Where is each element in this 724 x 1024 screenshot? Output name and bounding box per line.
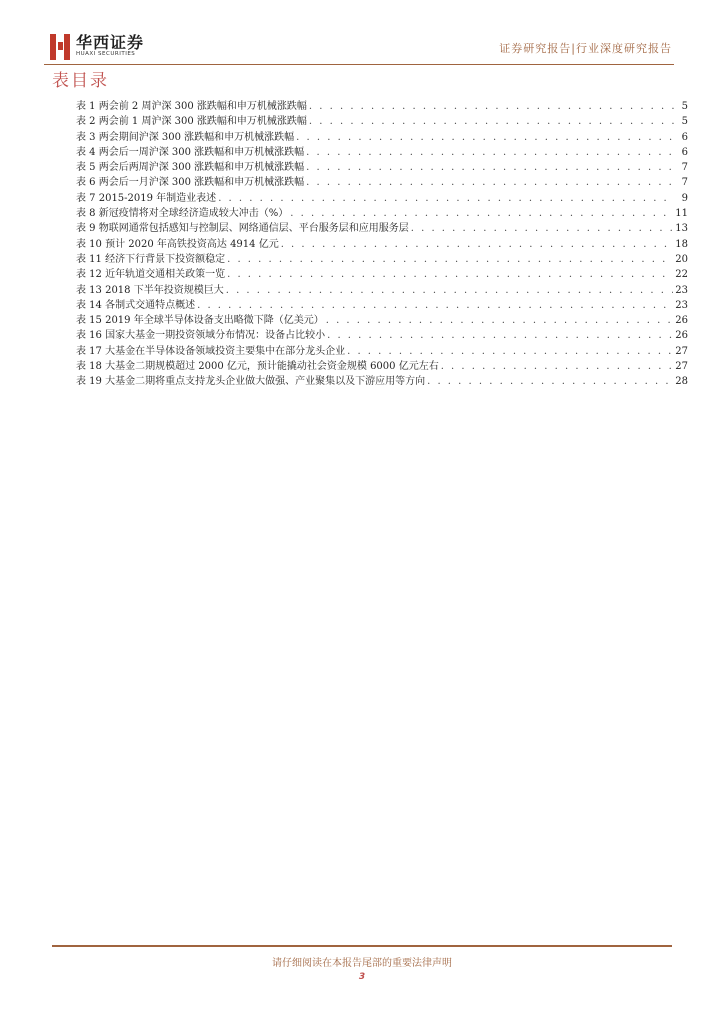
toc-entry-label: 表 12 近年轨道交通相关政策一览 [76,269,226,281]
toc-entry-page: 27 [675,345,688,357]
toc-leader-dots [327,328,673,343]
section-title: 表目录 [52,71,109,91]
toc-entry-label: 表 18 大基金二期规模超过 2000 亿元，预计能撬动社会资金规模 6000 亿元左右 [76,361,439,373]
toc-entry[interactable] [76,160,688,175]
toc-entry-label: 表 8 新冠疫情将对全球经济造成较大冲击（%） [76,208,289,220]
toc-leader-dots [227,267,673,282]
toc-entry-page: 11 [675,208,688,220]
toc-entry-page: 26 [675,315,688,327]
report-type-label: 证券研究报告|行业深度研究报告 [499,42,672,55]
toc-entry-page: 9 [681,192,688,204]
toc-entry-label: 表 2 两会前 1 周沪深 300 涨跌幅和申万机械涨跌幅 [76,116,307,128]
toc-entry[interactable] [76,267,688,282]
toc-entry-page: 5 [681,101,688,112]
toc-entry-page: 27 [675,361,688,373]
huaxi-logo-icon [50,32,70,62]
toc-entry-label: 表 3 两会期间沪深 300 涨跌幅和申万机械涨跌幅 [76,131,295,143]
toc-leader-dots [226,283,674,298]
toc-entry[interactable] [76,99,688,114]
legal-notice: 请仔细阅读在本报告尾部的重要法律声明 [272,958,452,969]
toc-entry-page: 5 [681,116,688,128]
toc-entry[interactable] [76,175,688,190]
toc-entry-page: 28 [675,376,688,388]
toc-entry-label: 表 7 2015-2019 年制造业表述 [76,192,217,204]
toc-entry-page: 6 [681,131,688,143]
page-header [44,28,680,68]
toc-entry-label: 表 13 2018 下半年投资规模巨大 [76,284,224,296]
toc-leader-dots [326,313,674,328]
toc-entry[interactable] [76,237,688,252]
toc-leader-dots [347,344,673,359]
toc-entry-label: 表 11 经济下行背景下投资额稳定 [76,253,226,265]
toc-leader-dots [290,206,673,221]
toc-leader-dots [281,237,674,252]
toc-entry-page: 20 [675,253,688,265]
toc-entry-page: 7 [681,162,688,174]
toc-leader-dots [218,191,674,206]
toc-entry-label: 表 16 国家大基金一期投资领域分布情况：设备占比较小 [76,330,326,342]
toc-entry[interactable] [76,130,688,145]
toc-entry-page: 26 [675,330,688,342]
toc-entry-label: 表 6 两会后一月沪深 300 涨跌幅和申万机械涨跌幅 [76,177,305,189]
header-divider [44,64,674,65]
toc-entry-label: 表 17 大基金在半导体设备领域投资主要集中在部分龙头企业 [76,345,346,357]
toc-leader-dots [296,130,674,145]
toc-entry-page: 13 [675,223,688,235]
toc-entry-label: 表 14 各制式交通特点概述 [76,299,196,311]
toc-leader-dots [427,374,673,389]
toc-entry[interactable] [76,191,688,206]
toc-leader-dots [441,359,674,374]
toc-entry-page: 7 [681,177,688,189]
toc-entry-page: 18 [675,238,688,250]
page-number: 3 [358,972,366,982]
toc-entry-label: 表 10 预计 2020 年高铁投资高达 4914 亿元 [76,238,279,250]
logo-english-name: HUAXI SECURITIES [76,51,136,57]
toc-entry-label: 表 5 两会后两周沪深 300 涨跌幅和申万机械涨跌幅 [76,162,305,174]
toc-leader-dots [309,99,674,114]
toc-leader-dots [306,175,674,190]
toc-entry[interactable] [76,221,688,236]
toc-entry[interactable] [76,344,688,359]
toc-entry[interactable] [76,298,688,313]
logo-chinese-name: 华西证券 [76,33,145,52]
toc-leader-dots [306,145,674,160]
toc-entry-label: 表 15 2019 年全球半导体设备支出略微下降（亿美元） [76,315,324,327]
toc-entry-page: 22 [675,269,688,281]
toc-entry-label: 表 19 大基金二期将重点支持龙头企业做大做强、产业聚集以及下游应用等方向 [76,376,426,388]
toc-entry-page: 23 [675,284,688,296]
toc-leader-dots [411,221,674,236]
toc-entry-label: 表 4 两会后一周沪深 300 涨跌幅和申万机械涨跌幅 [76,146,305,158]
toc-entry[interactable] [76,283,688,298]
footer-divider [52,945,672,947]
toc-entry-page: 23 [675,299,688,311]
toc-entry[interactable] [76,206,688,221]
toc-leader-dots [309,114,674,129]
toc-entry[interactable] [76,252,688,267]
toc-entry-page: 6 [681,146,688,158]
toc-entry[interactable] [76,359,688,374]
toc-leader-dots [197,298,673,313]
toc-leader-dots [227,252,673,267]
toc-entry[interactable] [76,145,688,160]
toc-entry[interactable] [76,114,688,129]
toc-entry[interactable] [76,328,688,343]
toc-entry[interactable] [76,313,688,328]
toc-entry-label: 表 9 物联网通常包括感知与控制层、网络通信层、平台服务层和应用服务层 [76,223,409,235]
toc-leader-dots [306,160,674,175]
toc-entry[interactable] [76,374,688,389]
toc-entry-label: 表 1 两会前 2 周沪深 300 涨跌幅和申万机械涨跌幅 [76,101,307,112]
table-of-contents [76,99,688,390]
